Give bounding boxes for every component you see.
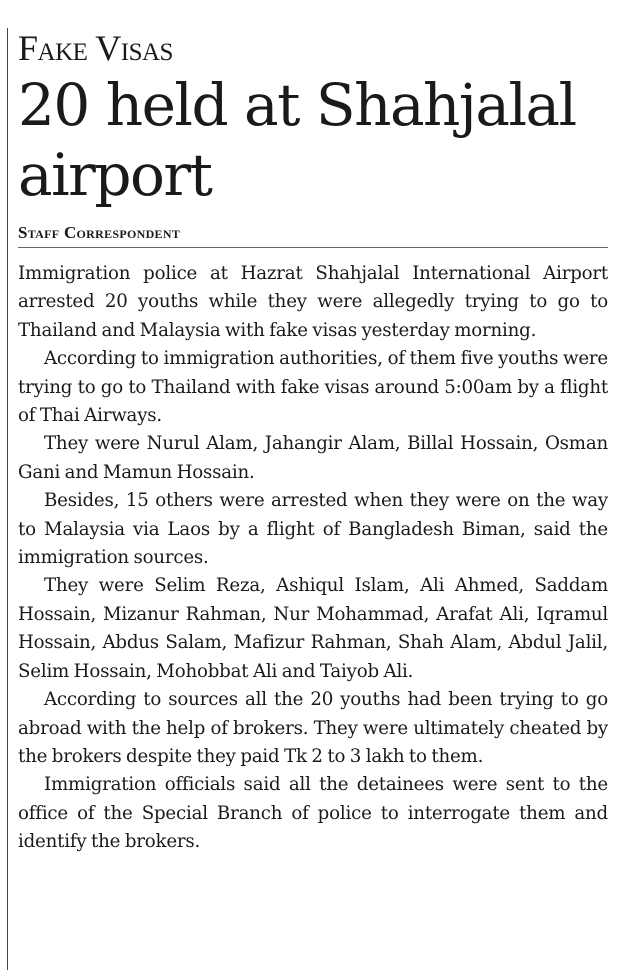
article-paragraph: Immigration police at Hazrat Shahjalal International Airport arrested 20 youths while they were allegedly trying to go to Thailand and Malaysia with fake visas yesterday morning.: [18, 263, 608, 341]
article-paragraph: They were Nurul Alam, Jahangir Alam, Billal Hossain, Osman Gani and Mamun Hossain.: [18, 433, 608, 483]
article-paragraph: According to immigration authorities, of them five youths were trying to go to Thailand with fake visas around 5:00am by a flight of Thai Airways.: [18, 348, 608, 427]
article-kicker: Fake Visas: [18, 28, 173, 68]
article-paragraph: Besides, 15 others were arrested when they were on the way to Malaysia via Laos by a flight of Bangladesh Biman, said the immigration sources.: [18, 490, 608, 569]
article-body: [18, 260, 608, 857]
article-paragraph: Immigration officials said all the detainees were sent to the office of the Special Branch of police to interrogate them and identify the brokers.: [18, 774, 608, 853]
column-rule: [7, 28, 8, 970]
article-headline: 20 held at Shahjalal airport: [18, 71, 576, 209]
news-article: [18, 26, 608, 857]
article-paragraph: According to sources all the 20 youths had been trying to go abroad with the help of brokers. They were ultimately cheated by the brokers despite they paid Tk 2 to 3 lakh to them.: [18, 689, 608, 767]
article-byline: Staff Correspondent: [18, 222, 608, 248]
article-paragraph: They were Selim Reza, Ashiqul Islam, Ali Ahmed, Saddam Hossain, Mizanur Rahman, Nur Mohammad, Arafat Ali, Iqramul Hossain, Abdus Salam, Mafizur Rahman, Shah Alam, Abdul Jalil, Selim Hossain, Mohobbat Ali and Taiyob Ali.: [18, 575, 608, 682]
